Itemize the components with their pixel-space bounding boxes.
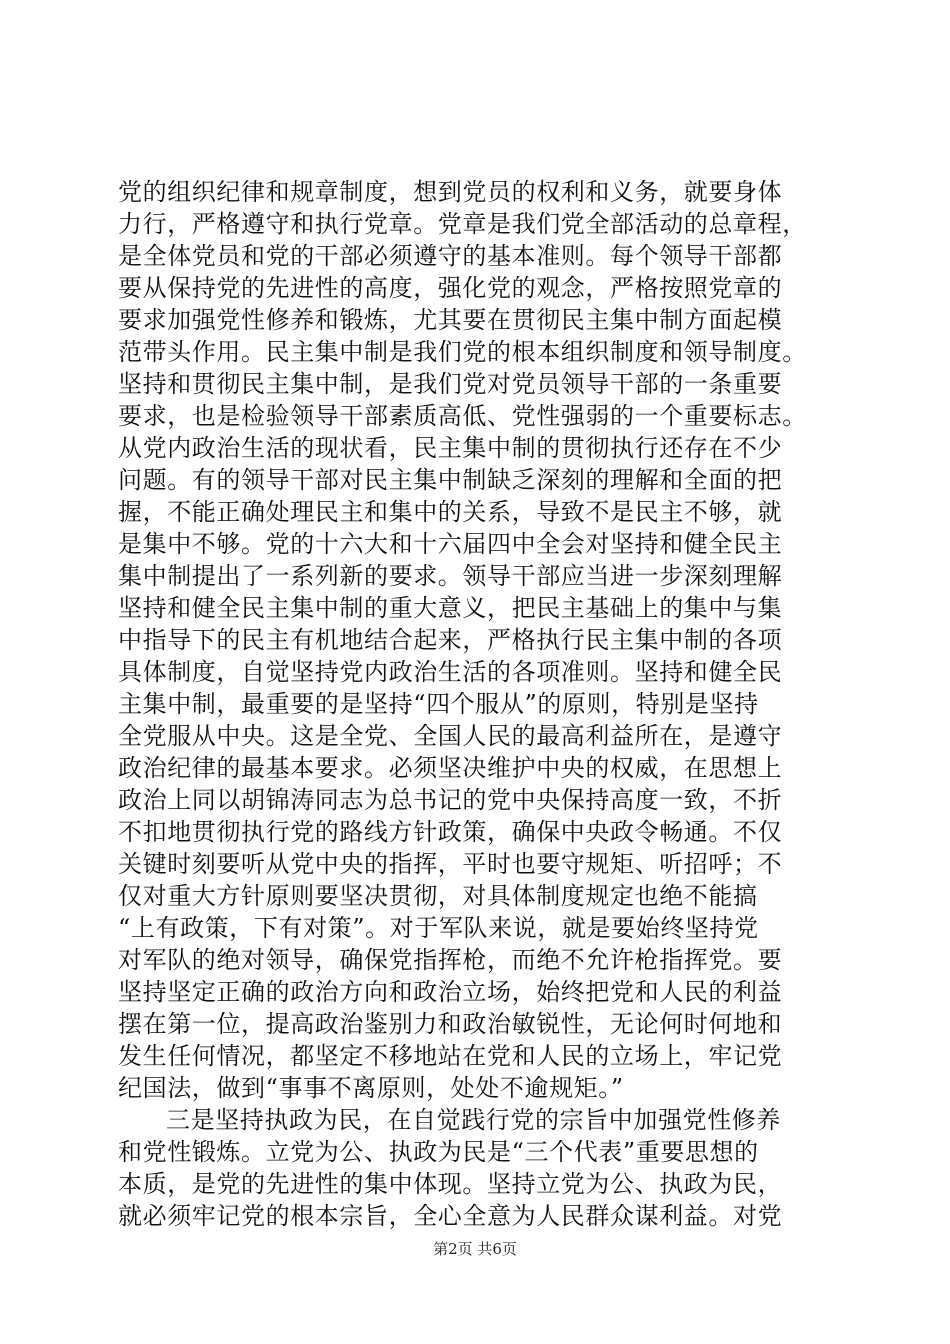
text-line: 是全体党员和党的干部必须遵守的基本准则。每个领导干部都 [118,242,783,270]
text-line: 政治纪律的最基本要求。必须坚决维护中央的权威，在思想上 [118,754,783,782]
text-line: 要求加强党性修养和锻炼，尤其要在贯彻民主集中制方面起模 [118,306,783,334]
body-text [118,176,834,1232]
text-line: 全党服从中央。这是全党、全国人民的最高利益所在，是遵守 [118,722,783,750]
text-line: 从党内政治生活的现状看，民主集中制的贯彻执行还存在不少 [118,434,783,462]
text-line: 仅对重大方针原则要坚决贯彻，对具体制度规定也绝不能搞 [118,882,758,910]
text-line: 中指导下的民主有机地结合起来，严格执行民主集中制的各项 [118,626,783,654]
text-line: 具体制度，自觉坚持党内政治生活的各项准则。坚持和健全民 [118,658,783,686]
page-footer [0,1238,950,1259]
text-line: 摆在第一位，提高政治鉴别力和政治敏锐性，无论何时何地和 [118,1010,783,1038]
text-line: “上有政策，下有对策”。对于军队来说，就是要始终坚持党 [118,914,759,942]
text-line: 坚持和健全民主集中制的重大意义，把民主基础上的集中与集 [118,594,783,622]
text-line: 要从保持党的先进性的高度，强化党的观念，严格按照党章的 [118,274,783,302]
text-line: 范带头作用。民主集中制是我们党的根本组织制度和领导制度。 [118,338,807,366]
text-line: 党的组织纪律和规章制度，想到党员的权利和义务，就要身体 [118,178,783,206]
text-line: 不扣地贯彻执行党的路线方针政策，确保中央政令畅通。不仅 [118,818,783,846]
text-line: 关键时刻要听从党中央的指挥，平时也要守规矩、听招呼；不 [118,850,783,878]
text-line: 和党性锻炼。立党为公、执政为民是“三个代表”重要思想的 [118,1138,759,1166]
text-line: 政治上同以胡锦涛同志为总书记的党中央保持高度一致，不折 [118,786,783,814]
text-line: 握，不能正确处理民主和集中的关系，导致不是民主不够，就 [118,498,783,526]
text-line: 坚持坚定正确的政治方向和政治立场，始终把党和人民的利益 [118,978,783,1006]
text-line: 力行，严格遵守和执行党章。党章是我们党全部活动的总章程， [118,210,807,238]
text-line: 问题。有的领导干部对民主集中制缺乏深刻的理解和全面的把 [118,466,783,494]
text-line: 集中制提出了一系列新的要求。领导干部应当进一步深刻理解 [118,562,783,590]
text-line: 坚持和贯彻民主集中制，是我们党对党员领导干部的一条重要 [118,370,783,398]
text-line: 要求，也是检验领导干部素质高低、党性强弱的一个重要标志。 [118,402,807,430]
page-number: 第2页 共6页 [433,1240,517,1258]
text-line: 主集中制，最重要的是坚持“四个服从”的原则，特别是坚持 [118,690,759,718]
text-line: 发生任何情况，都坚定不移地站在党和人民的立场上，牢记党 [118,1042,783,1070]
text-line: 纪国法，做到“事事不离原则，处处不逾规矩。” [118,1074,624,1102]
text-line: 本质，是党的先进性的集中体现。坚持立党为公、执政为民， [118,1170,783,1198]
text-line: 对军队的绝对领导，确保党指挥枪，而绝不允许枪指挥党。要 [118,946,783,974]
text-line: 就必须牢记党的根本宗旨，全心全意为人民群众谋利益。对党 [118,1202,783,1230]
text-line: 是集中不够。党的十六大和十六届四中全会对坚持和健全民主 [118,530,783,558]
paragraph-start-line: 三是坚持执政为民，在自觉践行党的宗旨中加强党性修养 [166,1106,781,1134]
